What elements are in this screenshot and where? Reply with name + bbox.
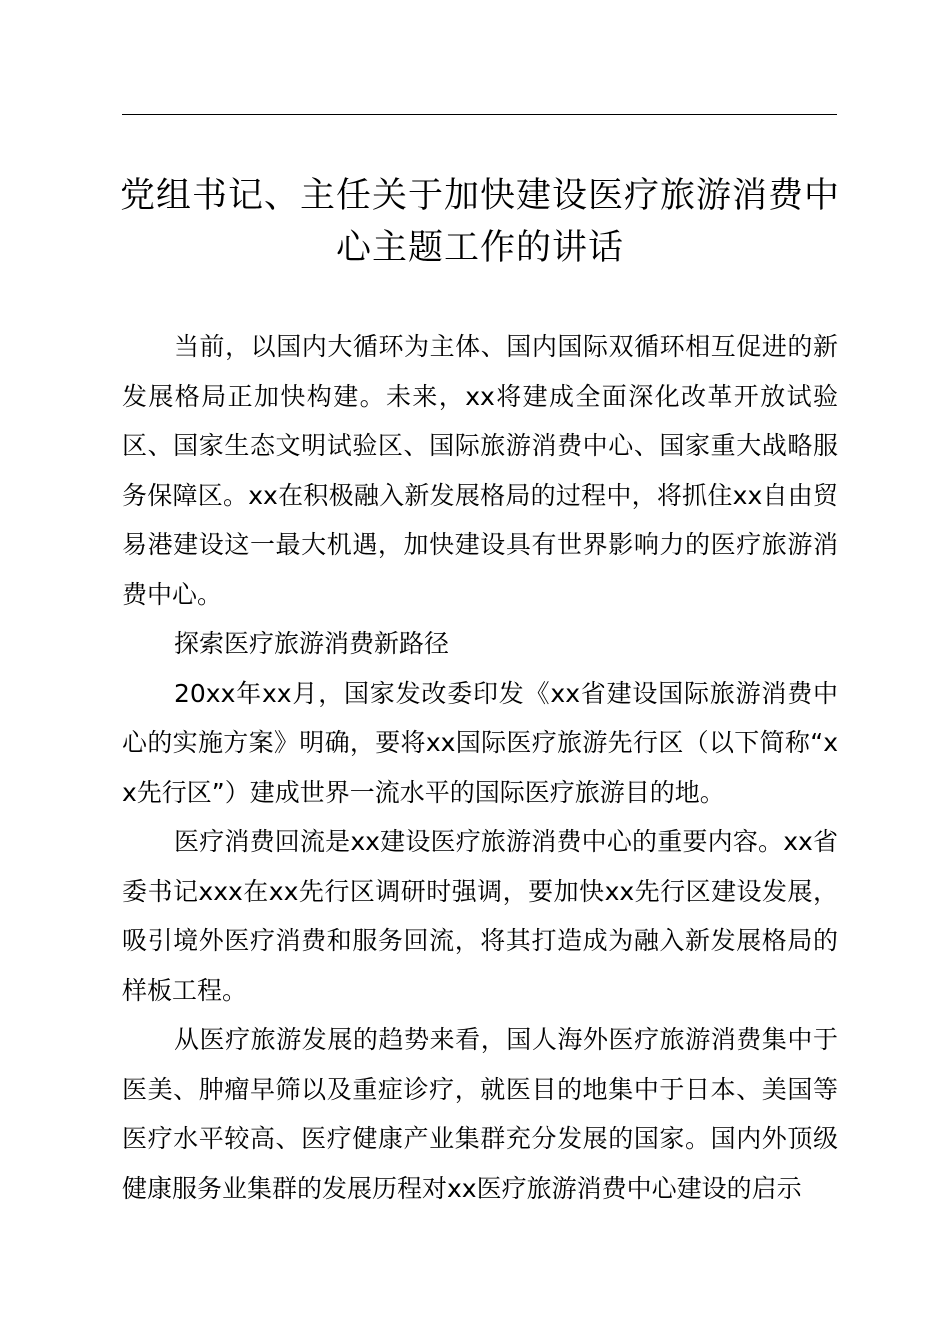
title-line-2: 心主题工作的讲话 (335, 228, 624, 268)
paragraph: 当前，以国内大循环为主体、国内国际双循环相互促进的新发展格局正加快构建。未来，xx将建成全面深化改革开放试验区、国家生态文明试验区、国际旅游消费中心、国家重大战略服务保障区。xx在积极融入新发展格局的过程中，将抓住xx自由贸易港建设这一最大机遇，加快建设具有世界影响力的医疗旅游消费中心。 (122, 332, 838, 609)
paragraph: 从医疗旅游发展的趋势来看，国人海外医疗旅游消费集中于医美、肿瘤早筛以及重症诊疗，就医目的地集中于日本、美国等医疗水平较高、医疗健康产业集群充分发展的国家。国内外顶级健康服务业集群的发展历程对xx医疗旅游消费中心建设的启示 (122, 1025, 838, 1203)
header-rule (122, 114, 837, 115)
paragraph: 20xx年xx月，国家发改委印发《xx省建设国际旅游消费中心的实施方案》明确，要将xx国际医疗旅游先行区（以下简称“xx先行区”）建成世界一流水平的国际医疗旅游目的地。 (122, 678, 838, 807)
section-heading: 探索医疗旅游消费新路径 (174, 629, 450, 658)
title-line-1: 党组书记、主任关于加快建设医疗旅游消费中 (119, 176, 840, 216)
document-title (110, 170, 850, 274)
paragraph: 医疗消费回流是xx建设医疗旅游消费中心的重要内容。xx省委书记xxx在xx先行区调研时强调，要加快xx先行区建设发展，吸引境外医疗消费和服务回流，将其打造成为融入新发展格局的样板工程。 (122, 827, 838, 1005)
document-body (122, 322, 838, 1213)
